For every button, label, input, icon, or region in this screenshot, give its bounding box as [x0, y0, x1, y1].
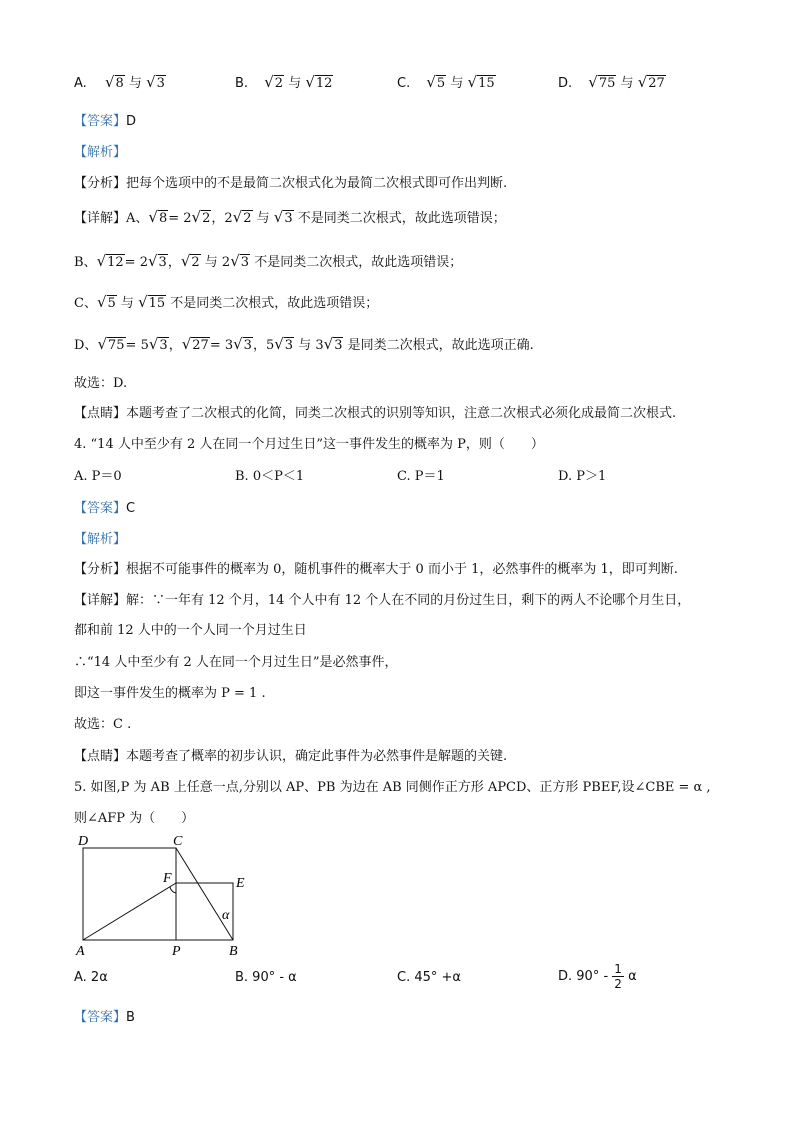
angle-afp-arc [170, 887, 176, 893]
q4-detail-3: ∴“14 人中至少有 2 人在同一个月过生日”是必然事件， [74, 655, 398, 670]
label-p: P [172, 944, 181, 959]
q3-detail-c: C、√5 与 √15 不是同类二次根式，故此选项错误； [74, 293, 379, 311]
q4-detail-4: 即这一事件发生的概率为 P = 1 . [74, 686, 266, 701]
fraction-one-half: $\frac{1}{2}$ [614, 962, 622, 991]
label-d: D [78, 834, 89, 849]
segment-af [83, 883, 176, 940]
q4-detail-1: 【详解】解：∵一年有 12 个月，14 个人中有 12 个人在不同的月份过生日，剩下的两人不论哪个月生日， [74, 593, 691, 608]
q3-fenxi: 【分析】把每个选项中的不是最简二次根式化为最简二次根式即可作出判断. [74, 176, 508, 191]
q4-dianjing: 【点睛】本题考查了概率的初步认识，确定此事件为必然事件是解题的关键. [74, 749, 508, 764]
label-c: C [173, 834, 183, 849]
q3-option-d: D. √75 与 √27 [558, 73, 665, 91]
label-a: A [76, 944, 85, 959]
q3-dianjing: 【点睛】本题考查了二次根式的化简，同类二次根式的识别等知识，注意二次根式必须化成最简二次根式. [74, 406, 677, 421]
q3-option-c: C. √5 与 √15 [397, 73, 495, 91]
q3-option-b: B. √2 与 √12 [235, 73, 333, 91]
q4-option-b: B. 0＜P＜1 [235, 469, 305, 484]
q3-detail-d: D、√75= 5√3，√27= 3√3，5√3 与 3√3 是同类二次根式，故此选项正确. [74, 335, 534, 353]
label-b: B [229, 944, 238, 959]
q5-option-b: B. 90° - α [235, 970, 297, 985]
q3-answer: 【答案】D [74, 114, 137, 129]
q5-stem-1: 5. 如图,P 为 AB 上任意一点,分别以 AP、PB 为边在 AB 同侧作正方形 APCD、正方形 PBEF,设∠CBE = α , [74, 780, 711, 795]
q3-analysis-tag: 【解析】 [74, 145, 127, 160]
q3-choose: 故选：D. [74, 376, 128, 391]
q3-detail-a: 【详解】A、√8= 2√2，2√2 与 √3 不是同类二次根式，故此选项错误； [74, 208, 506, 226]
q5-answer: 【答案】B [74, 1010, 135, 1025]
label-e: E [236, 876, 245, 891]
q4-answer: 【答案】C [74, 501, 136, 516]
q3-option-a: A. √8 与 √3 [74, 73, 165, 91]
q5-geometry-figure [74, 830, 254, 960]
q5-option-c: C. 45° +α [397, 970, 461, 985]
q3-detail-b: B、√12= 2√3，√2 与 2√3 不是同类二次根式，故此选项错误； [74, 252, 463, 270]
square-apcd [83, 848, 176, 940]
q4-detail-2: 都和前 12 人中的一个人同一个月过生日 [74, 623, 307, 638]
q4-fenxi: 【分析】根据不可能事件的概率为 0，随机事件的概率大于 0 而小于 1，必然事件的概率为 1，即可判断. [74, 562, 678, 577]
q4-stem: 4. “14 人中至少有 2 人在同一个月过生日”这一事件发生的概率为 P，则（ ） [74, 437, 544, 452]
q5-option-a: A. 2α [74, 970, 108, 985]
q4-option-a: A. P＝0 [74, 469, 122, 484]
segment-cb [176, 848, 233, 940]
label-alpha: α [222, 908, 230, 923]
q4-choose: 故选：C . [74, 717, 132, 732]
q4-option-d: D. P＞1 [558, 469, 607, 484]
label-f: F [163, 871, 172, 886]
q5-option-d: D. 90° - $\frac{1}{2}$ α [558, 962, 637, 991]
q4-analysis-tag: 【解析】 [74, 532, 127, 547]
q5-stem-2: 则∠AFP 为（ ） [74, 811, 195, 826]
q4-option-c: C. P＝1 [397, 469, 445, 484]
